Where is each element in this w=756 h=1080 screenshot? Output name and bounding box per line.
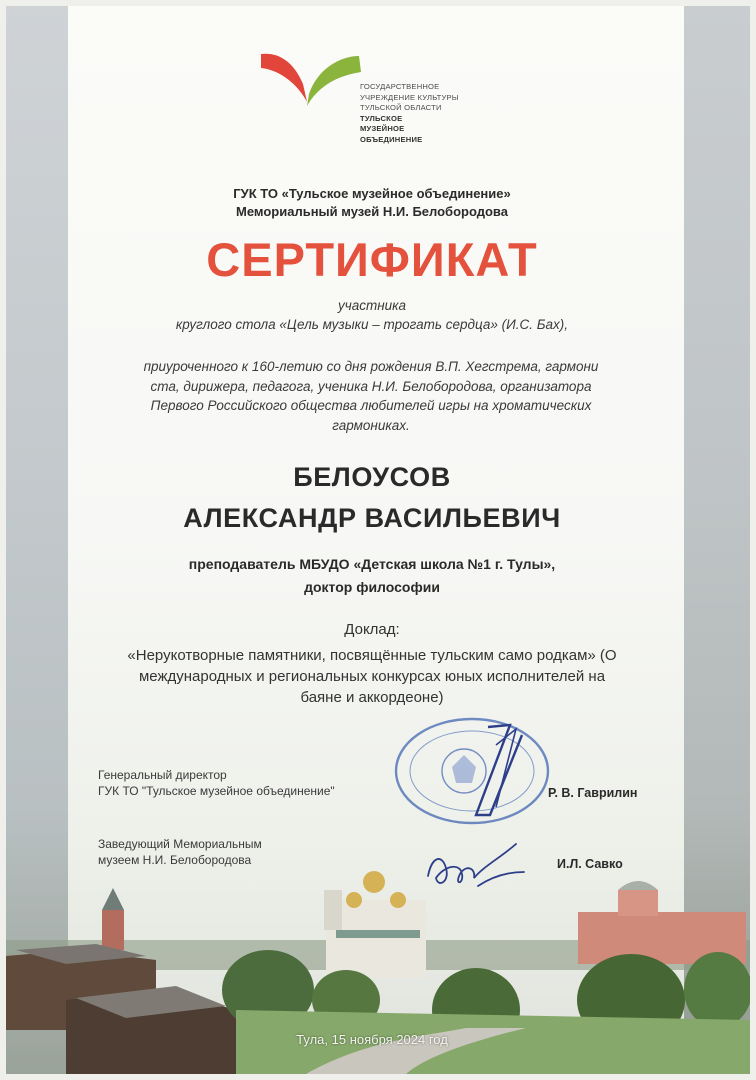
recipient-given-names: АЛЕКСАНДР ВАСИЛЬЕВИЧ <box>183 503 561 533</box>
organization-name: ГУК ТО «Тульское музейное объединение» <box>233 186 511 201</box>
signatory-1-name: Р. В. Гаврилин <box>548 786 638 800</box>
logo-caption <box>360 82 459 145</box>
participant-label: участника <box>337 298 407 313</box>
official-stamp-icon <box>392 715 550 825</box>
logo-bold-line: МУЗЕЙНОЕ <box>360 124 405 133</box>
logo-line: ГОСУДАРСТВЕННОЕ <box>360 82 440 91</box>
logo-bold-line: ТУЛЬСКОЕ <box>360 113 403 123</box>
signatory-2-title: Заведующий Мемориальным <box>98 837 262 851</box>
event-occasion: приуроченного к 160-летию со дня рождения В.П. Хегстрема, гармони ста, дирижера, педагога, ученика Н.И. Белобородова, организатора Первого Российского общества любителей игры на хроматических гармониках. <box>143 359 599 433</box>
recipient-surname: БЕЛОУСОВ <box>293 462 451 492</box>
certificate-title: СЕРТИФИКАТ <box>206 233 538 286</box>
report-title: «Нерукотворные памятники, посвящённые тульским само родкам» (О международных и региональных конкурсах юных исполнителей на баяне и аккордеоне) <box>127 647 617 706</box>
recipient-position: преподаватель МБУДО «Детская школа №1 г. Тулы», <box>188 556 556 572</box>
signatory-1-title: Генеральный директор <box>98 768 227 782</box>
museum-logo-icon <box>255 46 365 116</box>
museum-name: Мемориальный музей Н.И. Белобородова <box>236 204 508 219</box>
recipient-degree: доктор философии <box>304 579 440 595</box>
signatory-1-organization: ГУК ТО "Тульское музейное объединение" <box>98 783 335 798</box>
signatory-1-role <box>98 768 335 799</box>
event-name: круглого стола «Цель музыки – трогать сердца» (И.С. Бах), <box>175 317 569 332</box>
logo-bold-line: ОБЪЕДИНЕНИЕ <box>360 134 423 144</box>
logo-line: ТУЛЬСКОЙ ОБЛАСТИ <box>360 103 442 112</box>
signatory-2-organization: музеем Н.И. Белобородова <box>98 852 252 867</box>
place-and-date: Тула, 15 ноября 2024 год <box>296 1032 448 1047</box>
report-label: Доклад: <box>344 621 400 638</box>
logo-line: УЧРЕЖДЕНИЕ КУЛЬТУРЫ <box>360 92 459 102</box>
signatory-2-name: И.Л. Савко <box>557 857 623 871</box>
